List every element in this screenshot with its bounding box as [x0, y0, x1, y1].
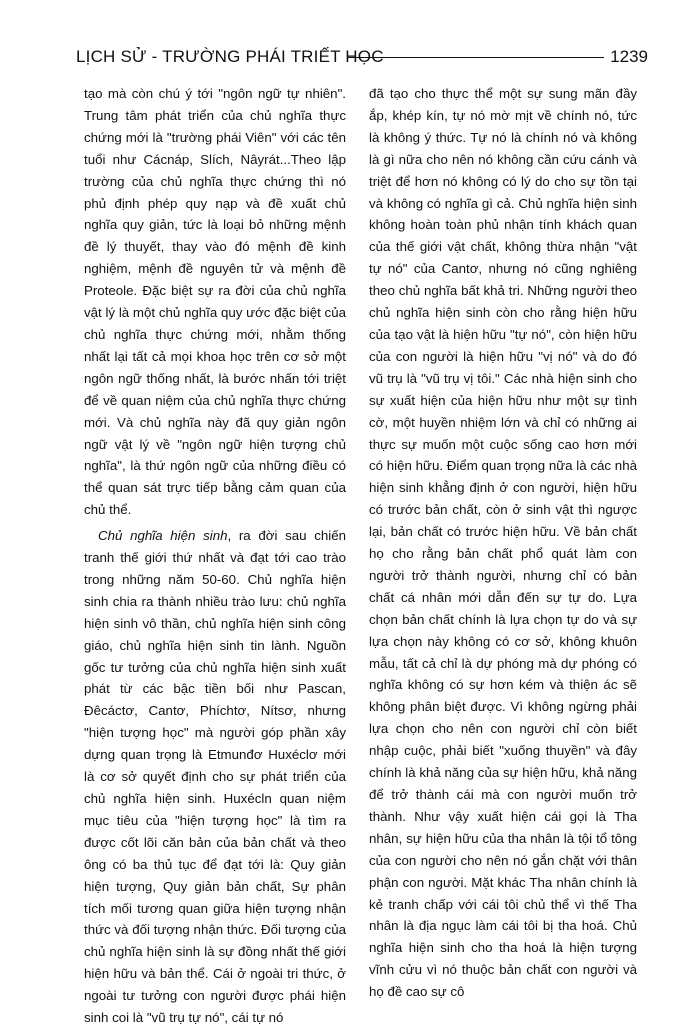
header-rule	[348, 57, 604, 58]
left-column	[84, 83, 346, 1029]
right-column	[369, 83, 637, 1003]
paragraph-text: , ra đời sau chiến tranh thế giới thứ nhất và đạt tới cao trào trong những năm 50-60. Chủ nghĩa hiện sinh chia ra thành nhiều trào lưu: chủ nghĩa hiện sinh vô thần, chủ nghĩa hiện sinh công giáo, chủ nghĩa hiện sinh tin lành. Nguồn gốc tư tưởng của chủ nghĩa hiện sinh xuất phát từ các bậc tiền bối như Pascan, Đêcáctơ, Cantơ, Phíchtơ, Nítsơ, nhưng "hiện tượng học" mà người góp phần xây dựng quan trọng là Etmunđơ Huxéclơ mới là cơ sở quyết định cho sự phát triển của chủ nghĩa hiện sinh. Huxécln quan niệm mục tiêu của "hiện tượng học" là tìm ra được cốt lõi căn bản của bản chất và theo ông có ba thủ tục để đạt tới là: Quy giản hiện tượng, Quy giản bản chất, Sự phân tích mối tương quan giữa hiện tượng nhận thức và đối tượng nhận thức. Đối tượng của chủ nghĩa hiện sinh là sự đồng nhất thế giới hiện hữu và bản thể. Cái ở ngoài tri thức, ở ngoài tư tưởng con người được phái hiện sinh coi là "vũ trụ tự nó", cái tự nó	[84, 528, 346, 1026]
term-italic: Chủ nghĩa hiện sinh	[98, 528, 228, 544]
running-header	[76, 47, 648, 75]
paragraph: đã tạo cho thực thể một sự sung mãn đầy ắp, khép kín, tự nó mờ mịt về chính nó, tức là không ý thức. Tự nó là chính nó và không là gì nữa cho nên nó không cần cứu cánh và triệt để hơn nó không có lý do cho sự tồn tại và không có nghĩa gì cả. Chủ nghĩa hiện sinh không hoàn toàn phủ nhận tính khách quan của thế giới vật chất, không thừa nhận "vật tự nó" của Cantơ, nhưng nó cũng nghiêng theo chủ nghĩa bất khả tri. Những người theo chủ nghĩa hiện sinh còn cho rằng hiện hữu của tạo vật là hiện hữu "tự nó", còn hiện hữu của con người là hiện hữu "vị nó" và do đó vũ trụ là "vũ trụ vị tôi." Các nhà hiện sinh cho sự xuất hiện của hiện hữu như một sự tình cờ, một huyền nhiệm lớn và chỉ có những ai thực sự muốn một cuộc sống cao hơn mới có hiện hữu. Điểm quan trọng nữa là các nhà hiện sinh khẳng định ở con người, hiện hữu có trước bản chất, còn ở sinh vật thì ngược lại, bản chất có trước hiện hữu. Về bản chất họ cho rằng bản chất phổ quát làm con người trở thành người, nhưng chỉ có bản chất cá nhân mới dẫn đến sự tự do. Lựa chọn bản chất chính là lựa chọn tự do và sự lựa chọn này không có cơ sở, không khuôn mẫu, tất cả chỉ là dự phóng mà dự phóng có nghĩa không có sự hơn kém và thiện ác sẽ không phân biệt được. Vì không ngừng phải lựa chọn cho nên con người chỉ còn biết nhập cuộc, phải biết "xuống thuyền" và đây chính là khả năng của sự hiện hữu, khả năng để trở thành cái mà con người muốn trở thành. Như vậy xuất hiện cái gọi là Tha nhân, sự hiện hữu của tha nhân là tội tổ tông của con người cho nên nó gắn chặt với thân phận con người. Mặt khác Tha nhân chính là kẻ tranh chấp với cái tôi chủ thể vì thế Tha nhân là địa ngục làm cái tôi bị tha hoá. Chủ nghĩa hiện sinh cho tha hoá là hiện tượng vĩnh cửu vì nó thuộc bản chất con người và họ đề cao sự cô	[369, 86, 637, 1000]
running-title: LỊCH SỬ - TRƯỜNG PHÁI TRIẾT HỌC	[76, 47, 384, 66]
page-number: 1239	[610, 47, 648, 66]
paragraph	[84, 525, 346, 1029]
paragraph: tạo mà còn chú ý tới "ngôn ngữ tự nhiên". Trung tâm phát triển của chủ nghĩa thực chứng mới là "trường phái Viên" với các tên tuổi như Cácnáp, Slích, Nâyrát...Theo lập trường của chủ nghĩa thực chứng thì nó phủ định phép quy nạp và đề xuất chủ nghĩa quy giản, tức là loại bỏ những mệnh đề lý thuyết, thay vào đó mệnh đề kinh nghiệm, mệnh đề nguyên tử và mệnh đề Proteole. Đặc biệt sự ra đời của chủ nghĩa vật lý là một chủ nghĩa quy ước đặc biệt của chủ nghĩa thực chứng mới, nhằm thống nhất lại tất cả mọi khoa học trên cơ sở một ngôn ngữ thống nhất, là bước nhấn tới triệt để về quan niệm của chủ nghĩa thực chứng mới. Và chủ nghĩa này đã quy giản ngôn ngữ vật lý về "ngôn ngữ hiện tượng chủ nghĩa", là thứ ngôn ngữ của những điều có thể quan sát trực tiếp bằng cảm quan của chủ thể.	[84, 86, 346, 518]
